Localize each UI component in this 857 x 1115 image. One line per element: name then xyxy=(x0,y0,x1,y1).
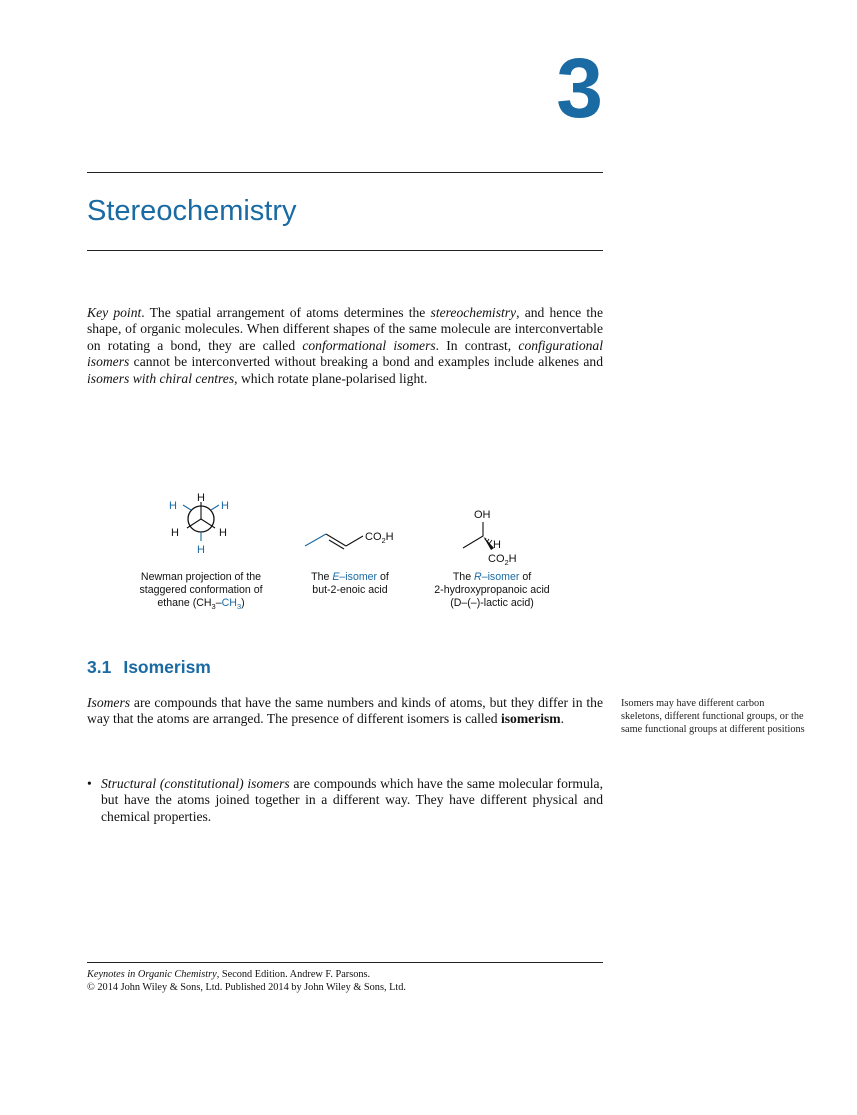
chapter-number: 3 xyxy=(556,41,603,135)
section-heading xyxy=(87,656,211,678)
double-bond xyxy=(329,540,344,549)
footer-rule xyxy=(87,962,603,963)
newman-atom: H xyxy=(221,500,229,512)
newman-atom: H xyxy=(197,544,205,556)
section-title: Isomerism xyxy=(123,657,211,677)
newman-atom: H xyxy=(197,492,205,504)
newman-caption xyxy=(120,571,282,613)
bullet-dot: • xyxy=(87,776,92,791)
hydroxyl-group: OH xyxy=(474,509,491,521)
footer-text: , Second Edition. Andrew F. Parsons. xyxy=(216,969,371,980)
r-isomer-structure xyxy=(463,509,517,567)
paragraph-text: are compounds that have the same numbers and kinds of atoms, but they differ in the way that the atoms are arranged. The presence of different isomers is called xyxy=(87,695,603,727)
newman-projection xyxy=(169,492,229,556)
back-bond xyxy=(183,505,191,510)
bond xyxy=(305,534,326,546)
chapter-title: Stereochemistry xyxy=(87,195,297,227)
bold-term: isomerism xyxy=(500,711,561,727)
key-point-paragraph xyxy=(87,305,603,387)
key-point-text: , and hence the shape, of organic molecules. When different shapes of the same molecule are interconvertable on rotating a bond, they are called xyxy=(87,305,603,353)
key-point-label: Key point xyxy=(87,305,142,320)
key-point-text: cannot be interconverted without breaking a bond and examples include alkenes and xyxy=(129,354,603,370)
footer xyxy=(87,968,603,994)
hydrogen-atom: H xyxy=(493,539,501,551)
margin-note: Isomers may have different carbon skeletons, different functional groups, or the same functional groups at different positions xyxy=(621,698,805,736)
newman-atom: H xyxy=(219,527,227,539)
caption-line: but-2-enoic acid xyxy=(312,584,388,596)
chapter-rule-bottom xyxy=(87,250,603,251)
copyright: © 2014 John Wiley & Sons, Ltd. Published 2014 by John Wiley & Sons, Ltd. xyxy=(87,982,406,993)
footer-line xyxy=(87,968,603,981)
bond xyxy=(346,536,363,546)
e-isomer-caption xyxy=(292,571,408,597)
carboxyl-group: $CO_2H$ xyxy=(365,531,394,545)
e-isomer-structure xyxy=(305,531,394,549)
bullet-item xyxy=(87,776,603,825)
chapter-rule-top xyxy=(87,172,603,173)
key-point-term: stereochemistry xyxy=(430,305,517,320)
bullet-text: are compounds which have the same molecular formula, but have the atoms joined together in a different way. They have different physical and chemical properties. xyxy=(101,776,603,824)
isomerism-paragraph xyxy=(87,695,603,728)
caption-line: (D–(–)-lactic acid) xyxy=(450,597,534,609)
key-point-text: . In contrast, xyxy=(435,337,519,353)
key-point-term: isomers with chiral centres xyxy=(87,370,235,386)
caption-line: The E–isomer of xyxy=(311,571,389,583)
paragraph-text: . xyxy=(560,711,565,727)
back-bond xyxy=(211,505,219,510)
key-point-term: configurational isomers xyxy=(87,337,603,370)
caption-line: Newman projection of the xyxy=(140,571,262,583)
stereochemistry-figures xyxy=(120,488,580,568)
term: Isomers xyxy=(87,695,131,710)
term: Structural (constitutional) isomers xyxy=(101,776,290,791)
newman-atom: H xyxy=(169,500,177,512)
caption-line: 2-hydroxypropanoic acid xyxy=(434,584,550,596)
caption-line: The R–isomer of xyxy=(452,571,532,583)
newman-atom: H xyxy=(171,527,179,539)
book-title: Keynotes in Organic Chemistry xyxy=(87,969,217,980)
key-point-text: . The spatial arrangement of atoms determines the xyxy=(141,305,431,320)
bond xyxy=(463,536,483,548)
caption-line: ethane $(CH_3-CH_3)$ xyxy=(157,597,245,612)
carboxyl-group: $CO_2H$ xyxy=(488,553,517,567)
caption-line: staggered conformation of xyxy=(139,584,263,596)
r-isomer-caption xyxy=(418,571,566,610)
key-point-term: conformational isomers xyxy=(302,337,436,353)
key-point-text: , which rotate plane-polarised light. xyxy=(234,370,428,386)
section-number: 3.1 xyxy=(87,657,112,677)
